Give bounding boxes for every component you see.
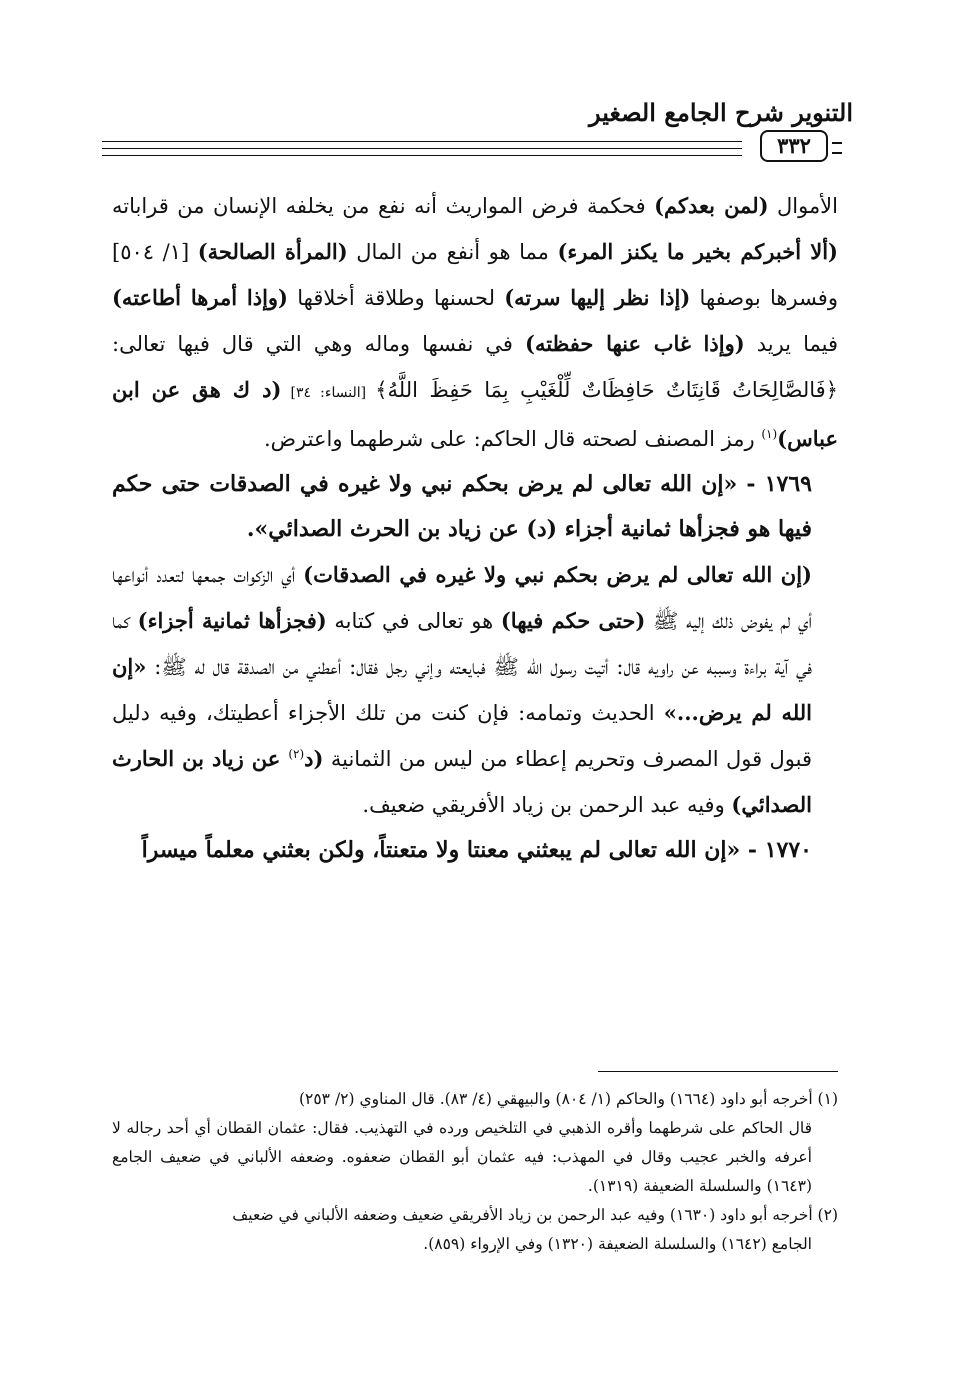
quran-verse: ﴿فَالصَّالِحَاتُ قَانِتَاتٌ حَافِظَاتٌ لِّلْغَيْبِ بِمَا حَفِظَ اللَّهُ﴾: [375, 378, 838, 402]
bold-quote: (لمن بعدكم): [654, 193, 769, 218]
running-title: التنوير شرح الجامع الصغير: [589, 98, 853, 127]
header-rule-middle: [102, 148, 742, 149]
bold-quote: (المرأة الصالحة): [197, 239, 348, 264]
text-run: فيما يريد: [744, 332, 838, 356]
footnote-2-continuation: الجامع (١٦٤٢) والسلسلة الضعيفة (١٣٢٠) وفي الإرواء (٨٥٩).: [423, 1235, 812, 1253]
source-citation: (د: [304, 746, 324, 771]
bold-quote: (حتى حكم فيها): [500, 608, 646, 633]
bold-quote: (وإذا أمرها أطاعته): [112, 285, 288, 310]
footnote-1-first-line: (١) أخرجه أبو داود (١٦٦٤) والحاكم (١/ ٨٠٤) والبيهقي (٤/ ٨٣). قال المناوي (٢/ ٢٥٣): [298, 1090, 838, 1108]
text-run: في نفسها وماله وهي التي قال فيها تعالى:: [112, 332, 526, 356]
bold-quote: (وإذا غاب عنها حفظته): [525, 331, 745, 356]
text-run: فحكمة فرض المواريث أنه نفع من يخلفه الإنسان من قراباته: [112, 194, 655, 218]
commentary-paragraph-2: [112, 552, 838, 828]
page-number: ٣٣٢: [760, 130, 828, 162]
text-run: وفيه عبد الرحمن بن زياد الأفريقي ضعيف.: [362, 793, 732, 817]
text-run: لحسنها وطلاقة أخلاقها: [288, 286, 505, 310]
text-run: مما هو أنفع من المال: [347, 240, 558, 264]
main-text: [112, 183, 838, 873]
footnote-marker-1: (١): [761, 427, 778, 441]
hadith-1770: ١٧٧٠ - «إن الله تعالى لم يبعثني معنتا ولا متعنتاً، ولكن بعثني معلماً ميسراً: [141, 837, 812, 863]
bold-quote: (إن الله تعالى لم يرض بحكم نبي ولا غيره في الصدقات): [303, 562, 812, 587]
hadith-1769: ١٧٦٩ - «إن الله تعالى لم يرض بحكم نبي ولا غيره في الصدقات حتى حكم فيها هو فجزأها ثمانية أجزاء (د) عن زياد بن الحرث الصدائي».: [112, 471, 812, 542]
footnote-marker-2: (٢): [288, 747, 305, 761]
header-rule-top: [102, 141, 742, 142]
header-rule-bottom: [102, 155, 742, 156]
footnote-separator: [598, 1071, 838, 1072]
text-run: الأموال: [768, 194, 838, 218]
footnote-2-first-line: (٢) أخرجه أبو داود (١٦٣٠) وفيه عبد الرحمن بن زياد الأفريقي ضعيف وضعفه الألباني في ضعيف: [232, 1206, 838, 1224]
footnote-1-continuation: قال الحاكم على شرطهما وأقره الذهبي في التلخيص ورده في التهذيب. فقال: عثمان القطان أي أحد رجاله لا أعرفه والخبر عجيب وقال في المهذب: فيه عثمان أبو القطان ضعفوه. وضعفه الألباني في ضعيف الجامع (١٦٤٣) والسلسلة الضعيفة (١٣١٩).: [112, 1119, 812, 1195]
text-run: أي الزكوات جمعها لتعدد أنواعها أي لم يفوض ذلك إليه ﷺ: [112, 563, 812, 633]
text-run: كما في آية براءة وسببه عن راويه قال: أتيت رسول الله ﷺ فبايعته وإني رجل فقال: أعطني من الصدقة قال له ﷺ:: [112, 609, 812, 679]
text-run: هو تعالى في كتابه: [326, 609, 501, 633]
surah-reference: [النساء: ٣٤]: [281, 385, 376, 401]
page-number-ornament: [832, 142, 842, 154]
text-run: [١/ ٥٠٤] وفسرها بوصفها: [112, 240, 838, 310]
bold-quote: (فجزأها ثمانية أجزاء): [137, 608, 327, 633]
commentary-paragraph-1: [112, 183, 838, 462]
text-run: الحديث وتمامه: فإن كنت من تلك الأجزاء أعطيتك، وفيه دليل قبول قول المصرف وتحريم إعطاء من ليس من الثمانية: [112, 701, 812, 771]
source-citation: عن زياد بن الحارث الصدائي): [112, 746, 812, 817]
bold-quote: (ألا أخبركم بخير ما يكنز المرء): [557, 239, 838, 264]
footnotes: [112, 1085, 838, 1259]
source-citation: (د ك هق عن ابن عباس): [112, 377, 838, 451]
bold-quote: (إذا نظر إليها سرته): [504, 285, 691, 310]
text-run: رمز المصنف لصحته قال الحاكم: على شرطهما واعترض.: [264, 427, 762, 451]
bold-quote: «إن الله لم يرض...»: [112, 654, 812, 725]
